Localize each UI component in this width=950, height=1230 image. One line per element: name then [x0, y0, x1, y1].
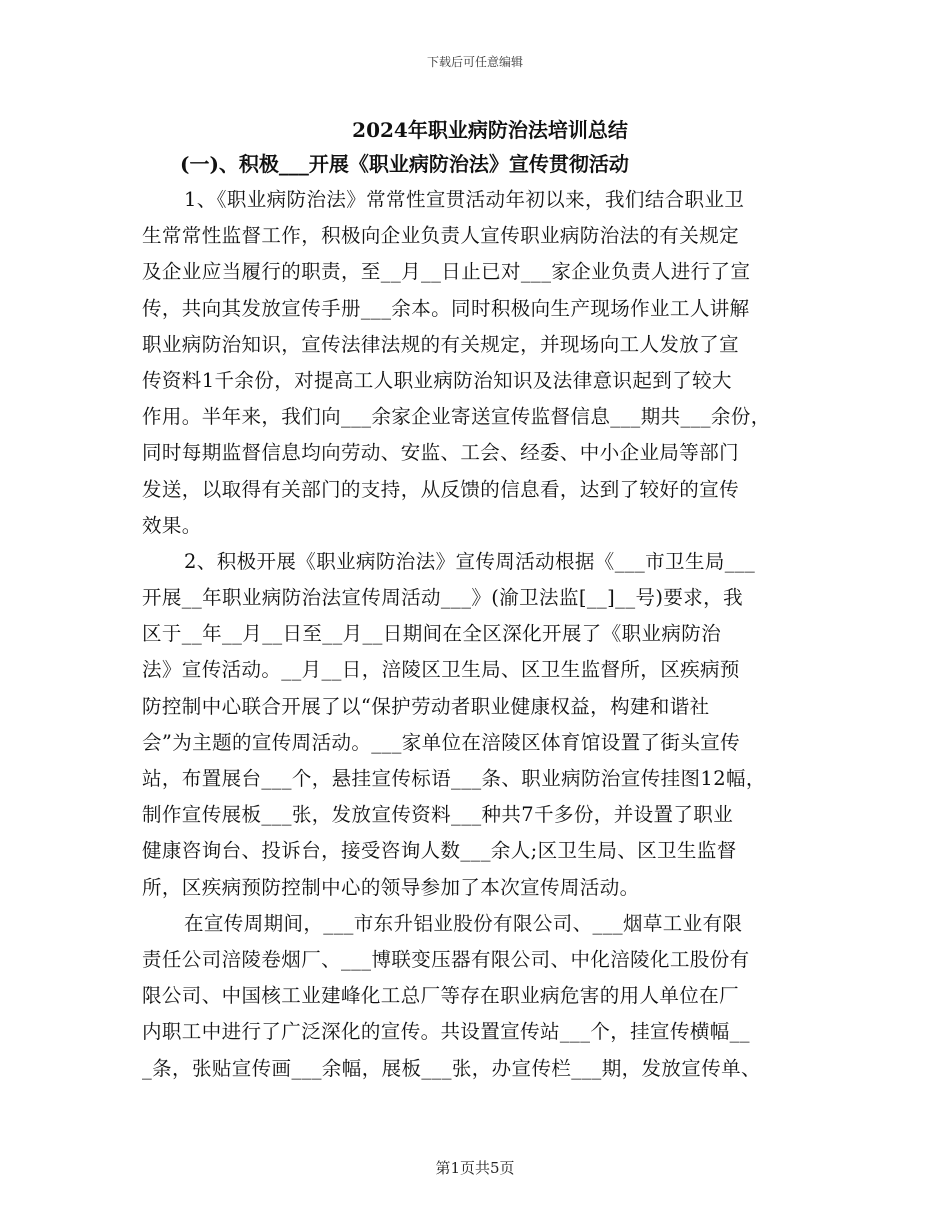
- paragraph-1-line-9: 发送，以取得有关部门的支持，从反馈的信息看，达到了较好的宣传: [142, 477, 740, 501]
- paragraph-1-line-7: 作用。半年来，我们向___余家企业寄送宣传监督信息___期共___余份，: [142, 405, 771, 429]
- paragraph-2-line-5: 防控制中心联合开展了以“保护劳动者职业健康权益，构建和谐社: [142, 694, 710, 718]
- paragraph-3-line-3: 限公司、中国核工业建峰化工总厂等存在职业病危害的用人单位在厂: [142, 984, 740, 1008]
- paragraph-1-line-6: 传资料1千余份，对提高工人职业病防治知识及法律意识起到了较大: [142, 368, 732, 392]
- document-body: [142, 182, 822, 1087]
- paragraph-1-line-4: 传，共向其发放宣传手册___余本。同时积极向生产现场作业工人讲解: [142, 296, 750, 320]
- paragraph-2-line-8: 制作宣传展板___张，发放宣传资料___种共7千多份，并设置了职业: [142, 803, 734, 827]
- paragraph-2-line-1: 2、积极开展《职业病防治法》宣传周活动根据《___市卫生局___: [184, 549, 756, 573]
- paragraph-3-line-1: 在宣传周期间，___市东升铝业股份有限公司、___烟草工业有限: [184, 911, 743, 935]
- paragraph-1-line-10: 效果。: [142, 513, 202, 537]
- paragraph-1-line-8: 同时每期监督信息均向劳动、安监、工会、经委、中小企业局等部门: [142, 441, 740, 465]
- paragraph-2-line-3: 区于__年__月__日至__月__日期间在全区深化开展了《职业病防治: [142, 622, 722, 646]
- page-header-note: 下载后可任意编辑: [426, 55, 523, 69]
- paragraph-2-line-4: 法》宣传活动。__月__日，涪陵区卫生局、区卫生监督所，区疾病预: [142, 658, 740, 682]
- paragraph-3-line-4: 内职工中进行了广泛深化的宣传。共设置宣传站___个，挂宣传横幅__: [142, 1020, 750, 1044]
- paragraph-3-line-2: 责任公司涪陵卷烟厂、___博联变压器有限公司、中化涪陵化工股份有: [142, 947, 750, 971]
- paragraph-2-line-10: 所，区疾病预防控制中心的领导参加了本次宣传周活动。: [142, 875, 640, 899]
- paragraph-1-line-1: 1、《职业病防治法》常常性宣贯活动年初以来，我们结合职业卫: [184, 188, 745, 211]
- paragraph-2-line-9: 健康咨询台、投诉台，接受咨询人数___余人;区卫生局、区卫生监督: [142, 839, 737, 863]
- paragraph-1-line-3: 及企业应当履行的职责，至__月__日止已对___家企业负责人进行了宣: [142, 260, 751, 284]
- paragraph-2-line-6: 会”为主题的宣传周活动。___家单位在涪陵区体育馆设置了街头宣传: [142, 730, 741, 754]
- document-title: 2024年职业病防治法培训总结: [352, 118, 628, 142]
- paragraph-2-line-2: 开展__年职业病防治法宣传周活动___》(渝卫法监[__]__号)要求，我: [142, 586, 743, 610]
- paragraph-1-line-2: 生常常性监督工作，积极向企业负责人宣传职业病防治法的有关规定: [142, 224, 740, 248]
- paragraph-1-line-5: 职业病防治知识，宣传法律法规的有关规定，并现场向工人发放了宣: [142, 332, 740, 356]
- paragraph-3-line-5: _条，张贴宣传画___余幅，展板___张，办宣传栏___期，发放宣传单、: [142, 1056, 761, 1080]
- paragraph-2-line-7: 站，布置展台___个，悬挂宣传标语___条、职业病防治宣传挂图12幅，: [142, 767, 766, 790]
- section-heading: (一)、积极___开展《职业病防治法》宣传贯彻活动: [180, 152, 629, 176]
- page-number: 第1页共5页: [435, 1159, 515, 1177]
